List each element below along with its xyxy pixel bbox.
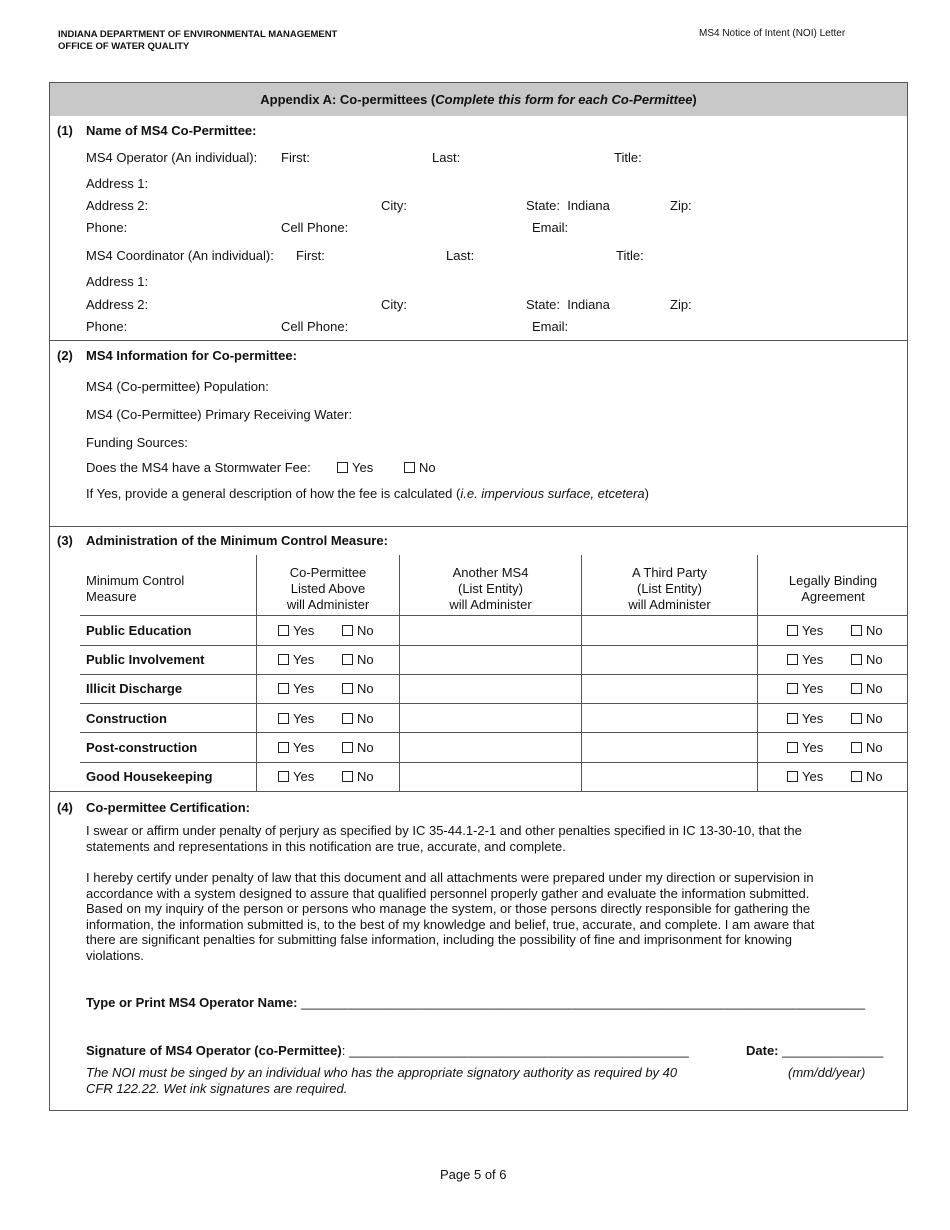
checkbox-icon[interactable] [851,654,862,665]
column-header-text: will Administer [628,597,711,612]
table-column-divider [256,555,257,791]
table-column-divider [581,555,582,791]
no-label: No [419,460,436,475]
date-line[interactable]: ______________ [782,1043,884,1058]
table-row-divider [80,645,907,646]
operator-name-field[interactable] [86,995,865,1010]
fee-description-label [86,486,649,501]
table-row-divider [80,703,907,704]
co-permittee-no-option[interactable] [342,711,374,726]
table-row-label: Public Involvement [86,652,205,667]
fee-description-suffix: ) [644,486,649,501]
agreement-yes-option[interactable] [787,711,823,726]
checkbox-icon[interactable] [278,713,289,724]
coordinator-city-label[interactable]: City: [381,297,407,312]
column-header-text: Co-Permittee [289,565,367,580]
date-label: Date: [746,1043,779,1058]
column-header-text: Measure [86,589,137,604]
co-permittee-no-option[interactable] [342,740,374,755]
agreement-no-option[interactable] [851,623,883,638]
section-divider [50,526,907,527]
operator-label: MS4 Operator (An individual): [86,150,258,165]
table-column-divider [399,555,400,791]
checkbox-icon[interactable] [787,625,798,636]
operator-email-label[interactable]: Email: [532,220,569,235]
checkbox-icon[interactable] [787,713,798,724]
appendix-title-suffix: ) [692,92,697,107]
agreement-no-option[interactable] [851,681,883,696]
stormwater-fee-question: Does the MS4 have a Stormwater Fee: [86,460,311,475]
co-permittee-yes-option[interactable] [278,623,314,638]
co-permittee-no-option[interactable] [342,681,374,696]
yes-label: Yes [293,681,315,696]
checkbox-icon[interactable] [342,654,353,665]
checkbox-icon[interactable] [278,742,289,753]
agreement-yes-option[interactable] [787,652,823,667]
section-divider [50,340,907,341]
co-permittee-yes-option[interactable] [278,769,314,784]
section1-title: Name of MS4 Co-Permittee: [86,123,257,138]
coordinator-state-label: State: [526,297,560,312]
checkbox-icon[interactable] [851,771,862,782]
section-divider [50,791,907,792]
checkbox-icon[interactable] [787,654,798,665]
operator-first-label[interactable]: First: [281,150,310,165]
co-permittee-no-option[interactable] [342,623,374,638]
no-label: No [357,681,374,696]
no-label: No [357,652,374,667]
no-label: No [357,740,374,755]
table-row-label: Post-construction [86,740,198,755]
stormwater-fee-yes-option[interactable] [337,460,373,475]
column-header-text: Agreement [801,589,865,604]
no-label: No [866,623,883,638]
agency-line-2: OFFICE OF WATER QUALITY [58,41,190,52]
checkbox-icon[interactable] [278,683,289,694]
agreement-yes-option[interactable] [787,623,823,638]
section4-title: Co-permittee Certification: [86,800,250,815]
agreement-no-option[interactable] [851,711,883,726]
funding-sources-label[interactable]: Funding Sources: [86,435,188,450]
date-field[interactable] [746,1043,883,1058]
fee-description-italic: i.e. impervious surface, etcetera [460,486,645,501]
no-label: No [866,711,883,726]
table-row-divider [80,674,907,675]
no-label: No [866,740,883,755]
table-row-divider [80,762,907,763]
checkbox-icon[interactable] [278,625,289,636]
column-header-text: Minimum Control [86,573,185,588]
yes-label: Yes [293,769,315,784]
appendix-title-italic: Complete this form for each Co-Permittee [435,92,693,107]
operator-title-label[interactable]: Title: [614,150,642,165]
yes-label: Yes [802,623,824,638]
coordinator-state-value: Indiana [567,297,610,312]
checkbox-icon[interactable] [342,683,353,694]
column-header-text: will Administer [286,597,370,612]
coordinator-address2-label[interactable]: Address 2: [86,297,149,312]
appendix-title [50,83,907,116]
checkbox-icon[interactable] [342,771,353,782]
checkbox-icon[interactable] [851,683,862,694]
signature-line[interactable]: _______________________________________________ [348,1043,689,1058]
operator-city-label[interactable]: City: [381,198,407,213]
column-header-legally-binding [758,573,908,605]
no-label: No [866,652,883,667]
agreement-no-option[interactable] [851,652,883,667]
stormwater-fee-no-option[interactable] [404,460,436,475]
yes-label: Yes [352,460,374,475]
yes-label: Yes [293,711,315,726]
checkbox-icon[interactable] [851,625,862,636]
no-label: No [357,623,374,638]
operator-state-value: Indiana [567,198,610,213]
operator-name-line[interactable]: ______________________________________________________________________________ [301,995,865,1010]
appendix-title-prefix: Appendix A: Co-permittees ( [260,92,436,107]
coordinator-title-label[interactable]: Title: [616,248,644,263]
no-label: No [357,769,374,784]
perjury-statement: I swear or affirm under penalty of perjury as specified by IC 35-44.1-2-1 and other penalties specified in IC 13-30-10, that the statements and representations in this notification are true, accurate, and complete. [86,823,802,854]
operator-address2-label[interactable]: Address 2: [86,198,149,213]
coordinator-state [526,297,610,312]
coordinator-address1-label[interactable]: Address 1: [86,274,149,289]
population-label[interactable]: MS4 (Co-permittee) Population: [86,379,269,394]
section2-number: (2) [57,348,73,363]
page-number: Page 5 of 6 [440,1167,507,1182]
operator-zip-label[interactable]: Zip: [670,198,692,213]
co-permittee-yes-option[interactable] [278,681,314,696]
checkbox-icon[interactable] [851,713,862,724]
column-header-text: A Third Party [632,565,707,580]
checkbox-icon[interactable] [787,742,798,753]
document-title: MS4 Notice of Intent (NOI) Letter [699,28,846,39]
column-header-co-permittee [257,565,399,613]
operator-name-label: Type or Print MS4 Operator Name: [86,995,298,1010]
date-format-hint: (mm/dd/year) [788,1065,866,1080]
signature-label: Signature of MS4 Operator (co-Permittee) [86,1043,342,1058]
checkbox-icon[interactable] [278,654,289,665]
coordinator-label: MS4 Coordinator (An individual): [86,248,274,263]
checkbox-icon[interactable] [787,771,798,782]
operator-state [526,198,610,213]
coordinator-email-label[interactable]: Email: [532,319,569,334]
column-header-text: will Administer [449,597,532,612]
certification-statement: I hereby certify under penalty of law that this document and all attachments were prepared under my direction or supervision in accordance with a system designed to assure that qualified personnel properly gather and evaluate the information submitted. Based on my inquiry of the person or persons who manage the system, or those persons directly responsible for gathering the information, the information submitted is, to the best of my knowledge and belief, true, accurate, and complete. I am aware that there are significant penalties for submitting false information, including the possibility of fine and imprisonment for knowing violations. [86,870,815,963]
column-header-text: (List Entity) [457,581,523,596]
checkbox-icon[interactable] [851,742,862,753]
column-header-third-party [582,565,757,613]
checkbox-icon[interactable] [337,462,348,473]
column-header-text: (List Entity) [636,581,702,596]
checkbox-icon[interactable] [342,625,353,636]
coordinator-zip-label[interactable]: Zip: [670,297,692,312]
co-permittee-yes-option[interactable] [278,652,314,667]
yes-label: Yes [802,681,824,696]
agreement-yes-option[interactable] [787,681,823,696]
coordinator-phone-label[interactable]: Phone: [86,319,128,334]
section3-title: Administration of the Minimum Control Measure: [86,533,388,548]
column-header-text: Another MS4 [452,565,529,580]
coordinator-last-label[interactable]: Last: [446,248,475,263]
agency-name [58,29,337,53]
section2-title: MS4 Information for Co-permittee: [86,348,297,363]
operator-phone-label[interactable]: Phone: [86,220,128,235]
no-label: No [357,711,374,726]
column-header-measure [86,573,184,605]
coordinator-first-label[interactable]: First: [296,248,325,263]
co-permittee-no-option[interactable] [342,652,374,667]
co-permittee-yes-option[interactable] [278,711,314,726]
table-row-label: Illicit Discharge [86,681,183,696]
yes-label: Yes [802,652,824,667]
table-row-label: Public Education [86,623,192,638]
signature-field[interactable] [86,1043,689,1058]
yes-label: Yes [293,740,315,755]
yes-label: Yes [802,740,824,755]
checkbox-icon[interactable] [278,771,289,782]
agreement-yes-option[interactable] [787,740,823,755]
checkbox-icon[interactable] [342,713,353,724]
receiving-water-label[interactable]: MS4 (Co-Permittee) Primary Receiving Water: [86,407,353,422]
no-label: No [866,681,883,696]
checkbox-icon[interactable] [404,462,415,473]
co-permittee-no-option[interactable] [342,769,374,784]
coordinator-cell-label[interactable]: Cell Phone: [281,319,349,334]
signatory-note: The NOI must be singed by an individual who has the appropriate signatory authority as required by 40 CFR 122.22. Wet ink signatures are required. [86,1065,678,1096]
table-row-divider [80,615,907,616]
agreement-yes-option[interactable] [787,769,823,784]
column-header-text: Legally Binding [788,573,878,588]
operator-state-label: State: [526,198,560,213]
table-row-label: Construction [86,711,167,726]
agreement-no-option[interactable] [851,769,883,784]
column-header-text: Listed Above [290,581,366,596]
checkbox-icon[interactable] [342,742,353,753]
operator-address1-label[interactable]: Address 1: [86,176,149,191]
yes-label: Yes [293,623,315,638]
table-column-divider [757,555,758,791]
checkbox-icon[interactable] [787,683,798,694]
table-row-label: Good Housekeeping [86,769,213,784]
table-row-divider [80,732,907,733]
operator-last-label[interactable]: Last: [432,150,461,165]
agency-line-1: INDIANA DEPARTMENT OF ENVIRONMENTAL MANAGEMENT [58,29,338,40]
section1-number: (1) [57,123,73,138]
column-header-another-ms4 [400,565,581,613]
signature-colon: : [341,1043,346,1058]
section4-number: (4) [57,800,73,815]
agreement-no-option[interactable] [851,740,883,755]
no-label: No [866,769,883,784]
section3-number: (3) [57,533,73,548]
operator-cell-label[interactable]: Cell Phone: [281,220,349,235]
yes-label: Yes [802,711,824,726]
fee-description-prefix: If Yes, provide a general description of how the fee is calculated ( [86,486,461,501]
yes-label: Yes [293,652,315,667]
co-permittee-yes-option[interactable] [278,740,314,755]
yes-label: Yes [802,769,824,784]
